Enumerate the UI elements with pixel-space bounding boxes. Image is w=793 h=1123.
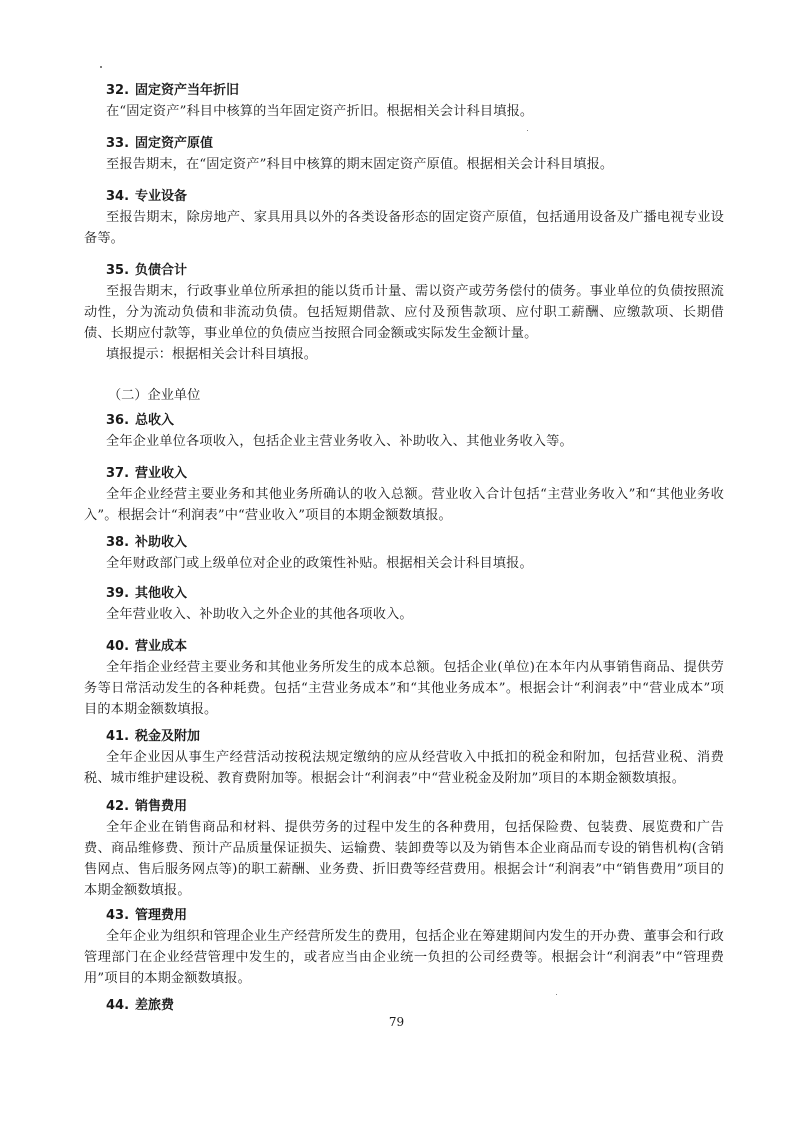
entry-32	[84, 81, 724, 122]
entry-title: 管理费用	[135, 908, 188, 923]
entry-number: 32.	[106, 83, 130, 98]
entry-title: 专业设备	[135, 189, 188, 204]
section-title: （二）企业单位	[108, 388, 201, 403]
entry-heading	[106, 996, 724, 1016]
entry-number: 43.	[106, 908, 130, 923]
entry-text: 全年企业为组织和管理企业生产经营所发生的费用，包括企业在筹建期间内发生的开办费、董事会和行政管理部门在企业经营管理中发生的，或者应当由企业统一负担的公司经费等。根据会计“利润表”中“管理费用”项目的本期金额数填报。	[84, 929, 724, 986]
entry-heading	[106, 584, 724, 604]
entry-35	[84, 261, 724, 365]
entry-33	[84, 134, 724, 175]
entry-text: 全年企业在销售商品和材料、提供劳务的过程中发生的各种费用，包括保险费、包装费、展览费和广告费、商品维修费、预计产品质量保证损失、运输费、装卸费等以及为销售本企业商品而专设的销售机构(含销售网点、售后服务网点等)的职工薪酬、业务费、折旧费等经营费用。根据会计“利润表”中“销售费用”项目的本期金额数填报。	[84, 820, 724, 898]
entry-text: 全年财政部门或上级单位对企业的政策性补贴。根据相关会计科目填报。	[106, 556, 533, 571]
entry-36	[84, 411, 724, 452]
entry-heading	[106, 533, 724, 553]
entry-text: 全年企业单位各项收入，包括企业主营业务收入、补助收入、其他业务收入等。	[106, 434, 573, 449]
entry-text: 在“固定资产”科目中核算的当年固定资产折旧。根据相关会计科目填报。	[106, 104, 534, 119]
entry-title: 总收入	[135, 413, 175, 428]
entry-text: 至报告期末，在“固定资产”科目中核算的期末固定资产原值。根据相关会计科目填报。	[106, 157, 614, 172]
entry-heading	[106, 906, 724, 926]
entry-number: 39.	[106, 586, 130, 601]
entry-heading	[106, 637, 724, 657]
entry-title: 固定资产当年折旧	[135, 83, 240, 98]
entry-title: 其他收入	[135, 586, 188, 601]
entry-number: 42.	[106, 799, 130, 814]
entry-number: 44.	[106, 998, 130, 1013]
entry-41	[84, 727, 724, 789]
entry-42	[84, 797, 724, 901]
entry-title: 税金及附加	[135, 729, 201, 744]
entry-heading	[106, 727, 724, 747]
entry-text: 至报告期末，除房地产、家具用具以外的各类设备形态的固定资产原值，包括通用设备及广播电视专业设备等。	[84, 210, 724, 246]
page-number: 79	[388, 1015, 405, 1029]
entry-heading	[106, 411, 724, 431]
entry-heading	[106, 464, 724, 484]
entry-37	[84, 464, 724, 526]
entry-heading	[106, 187, 724, 207]
entry-title: 差旅费	[135, 998, 175, 1013]
entry-note: 填报提示：根据相关会计科目填报。	[106, 347, 317, 362]
entry-heading	[106, 134, 724, 154]
entry-text: 全年企业因从事生产经营活动按税法规定缴纳的应从经营收入中抵扣的税金和附加，包括营业税、消费税、城市维护建设税、教育费附加等。根据会计“利润表”中“营业税金及附加”项目的本期金额数填报。	[84, 750, 724, 786]
scan-speck	[527, 130, 528, 131]
entry-title: 负债合计	[135, 263, 188, 278]
entry-number: 33.	[106, 136, 130, 151]
entry-title: 销售费用	[135, 799, 188, 814]
entry-heading	[106, 261, 724, 281]
entry-number: 36.	[106, 413, 130, 428]
entry-title: 营业收入	[135, 466, 188, 481]
entry-40	[84, 637, 724, 720]
entry-number: 38.	[106, 535, 130, 550]
entry-number: 37.	[106, 466, 130, 481]
entry-text: 至报告期末，行政事业单位所承担的能以货币计量、需以资产或劳务偿付的债务。事业单位的负债按照流动性，分为流动负债和非流动负债。包括短期借款、应付及预售款项、应付职工薪酬、应缴款项、长期借债、长期应付款等，事业单位的负债应当按照合同金额或实际发生金额计量。	[84, 284, 724, 341]
entry-heading	[106, 81, 724, 101]
entry-title: 营业成本	[135, 639, 188, 654]
entry-text: 全年指企业经营主要业务和其他业务所发生的成本总额。包括企业(单位)在本年内从事销售商品、提供劳务等日常活动发生的各种耗费。包括“主营业务成本”和“其他业务成本”。根据会计“利润表”中“营业成本”项目的本期金额数填报。	[84, 660, 724, 717]
entry-number: 35.	[106, 263, 130, 278]
entry-title: 固定资产原值	[135, 136, 214, 151]
scan-speck	[100, 66, 102, 68]
entry-text: 全年营业收入、补助收入之外企业的其他各项收入。	[106, 607, 413, 622]
scan-speck	[556, 994, 557, 995]
entry-38	[84, 533, 724, 574]
entry-text: 全年企业经营主要业务和其他业务所确认的收入总额。营业收入合计包括“主营业务收入”和“其他业务收入”。根据会计“利润表”中“营业收入”项目的本期金额数填报。	[84, 487, 724, 523]
entry-43	[84, 906, 724, 989]
entry-34	[84, 187, 724, 249]
entry-44	[84, 996, 724, 1016]
entry-number: 41.	[106, 729, 130, 744]
entry-heading	[106, 797, 724, 817]
entry-number: 40.	[106, 639, 130, 654]
entry-number: 34.	[106, 189, 130, 204]
entry-39	[84, 584, 724, 625]
entry-title: 补助收入	[135, 535, 188, 550]
